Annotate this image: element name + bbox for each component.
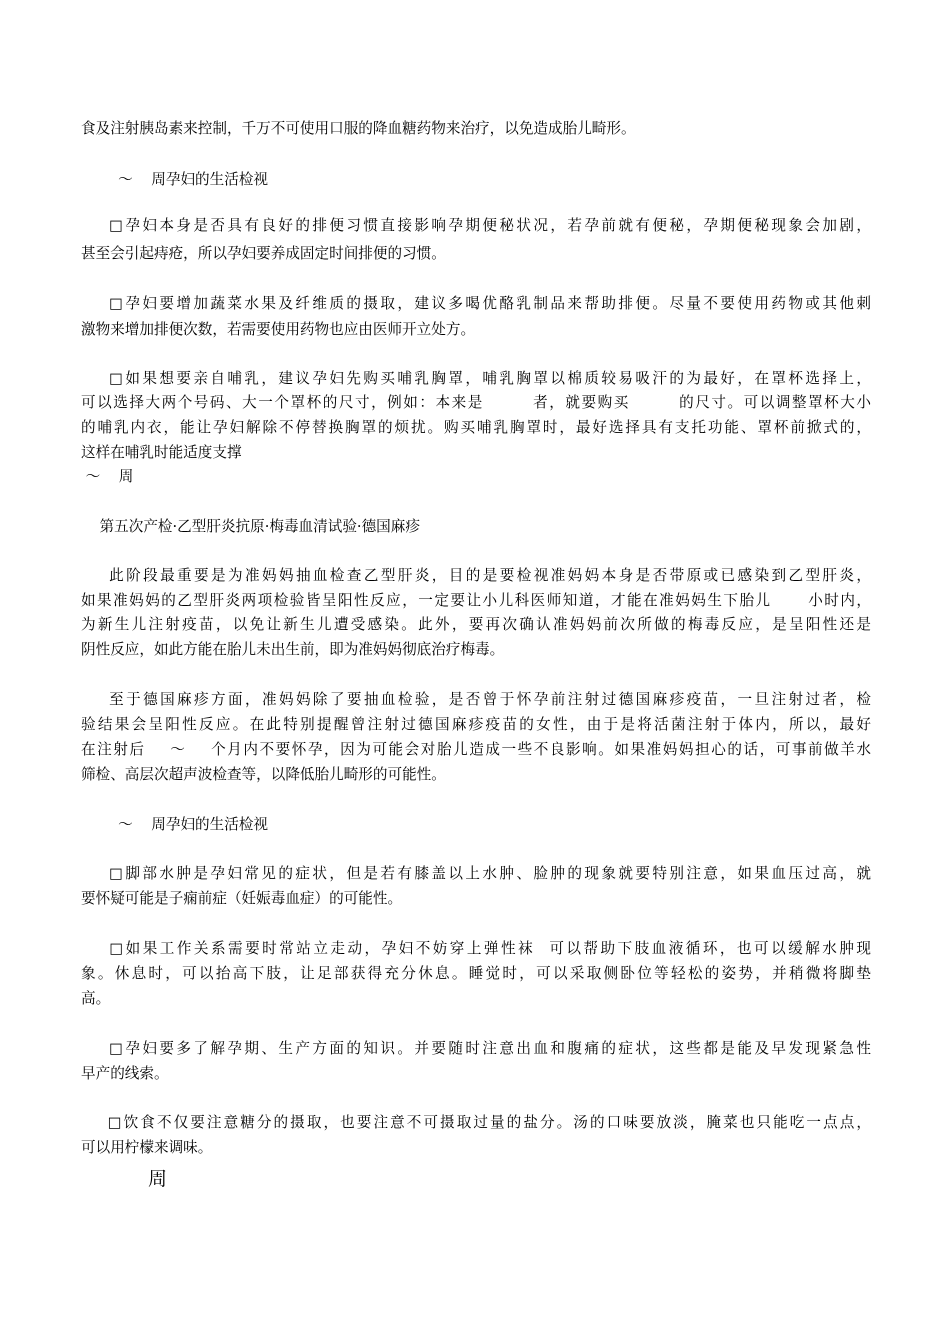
text-line: 验结果会呈阳性反应。在此特别提醒曾注射过德国麻疹疫苗的女性，由于是将活菌注射于体内，所以，最好 <box>81 716 871 733</box>
text-line: 甚至会引起痔疮，所以孕妇要养成固定时间排便的习惯。 <box>81 245 446 262</box>
section-heading: ～ 周孕妇的生活检视 <box>81 171 269 188</box>
text-line: □孕妇要增加蔬菜水果及纤维质的摄取，建议多喝优酪乳制品来帮助排便。尽量不要使用药物或其他刺 <box>81 295 871 312</box>
text-line: 筛检、高层次超声波检查等，以降低胎儿畸形的可能性。 <box>81 766 446 783</box>
text-line: □饮食不仅要注意糖分的摄取，也要注意不可摄取过量的盐分。汤的口味要放淡，腌菜也只能吃一点点， <box>81 1114 871 1131</box>
text-line: 早产的线索。 <box>81 1065 169 1082</box>
text-line: 的哺乳内衣，能让孕妇解除不停替换胸罩的烦扰。购买哺乳胸罩时，最好选择具有支托功能、罩杯前掀式的， <box>81 419 871 436</box>
text-line: 象。休息时，可以抬高下肢，让足部获得充分休息。睡觉时，可以采取侧卧位等轻松的姿势，并稍微将脚垫 <box>81 965 871 982</box>
section-heading: ～ 周 <box>81 468 134 485</box>
section-heading: 第五次产检·乙型肝炎抗原·梅毒血清试验·德国麻疹 <box>81 518 420 535</box>
section-heading: ～ 周孕妇的生活检视 <box>81 816 269 833</box>
text-line: 可以用柠檬来调味。 <box>81 1139 213 1156</box>
text-line: 可以选择大两个号码、大一个罩杯的尺寸，例如：本来是 者，就要购买 的尺寸。可以调整罩杯大小 <box>81 394 871 411</box>
text-line: 高。 <box>81 990 111 1007</box>
week-heading: 周 <box>148 1168 168 1190</box>
text-line: □如果想要亲自哺乳，建议孕妇先购买哺乳胸罩，哺乳胸罩以棉质较易吸汗的为最好，在罩杯选择上， <box>81 370 871 387</box>
text-line: □孕妇要多了解孕期、生产方面的知识。并要随时注意出血和腹痛的症状，这些都是能及早发现紧急性 <box>81 1040 871 1057</box>
text-line: □脚部水肿是孕妇常见的症状，但是若有膝盖以上水肿、脸肿的现象就要特别注意，如果血压过高，就 <box>81 865 871 882</box>
text-line: 激物来增加排便次数，若需要使用药物也应由医师开立处方。 <box>81 321 476 338</box>
text-line: 阴性反应，如此方能在胎儿未出生前，即为准妈妈彻底治疗梅毒。 <box>81 641 505 658</box>
text-line: 这样在哺乳时能适度支撑 <box>81 444 242 461</box>
text-line: 至于德国麻疹方面，准妈妈除了要抽血检验，是否曾于怀孕前注射过德国麻疹疫苗，一旦注射过者，检 <box>81 691 871 708</box>
text-line: □如果工作关系需要时常站立走动，孕妇不妨穿上弹性袜 可以帮助下肢血液循环，也可以缓解水肿现 <box>81 940 871 957</box>
text-line: 要怀疑可能是子痫前症（妊娠毒血症）的可能性。 <box>81 890 403 907</box>
text-line: 此阶段最重要是为准妈妈抽血检查乙型肝炎，目的是要检视准妈妈本身是否带原或已感染到乙型肝炎， <box>81 567 871 584</box>
text-line: 食及注射胰岛素来控制，千万不可使用口服的降血糖药物来治疗，以免造成胎儿畸形。 <box>81 120 636 137</box>
text-line: □孕妇本身是否具有良好的排便习惯直接影响孕期便秘状况，若孕前就有便秘，孕期便秘现象会加剧， <box>81 217 871 234</box>
text-line: 为新生儿注射疫苗，以免让新生儿遭受感染。此外，要再次确认准妈妈前次所做的梅毒反应，是呈阳性还是 <box>81 616 871 633</box>
text-line: 在注射后 ～ 个月内不要怀孕，因为可能会对胎儿造成一些不良影响。如果准妈妈担心的话，可事前做羊水 <box>81 741 871 758</box>
text-line: 如果准妈妈的乙型肝炎两项检验皆呈阳性反应，一定要让小儿科医师知道，才能在准妈妈生下胎儿 小时内， <box>81 592 871 609</box>
